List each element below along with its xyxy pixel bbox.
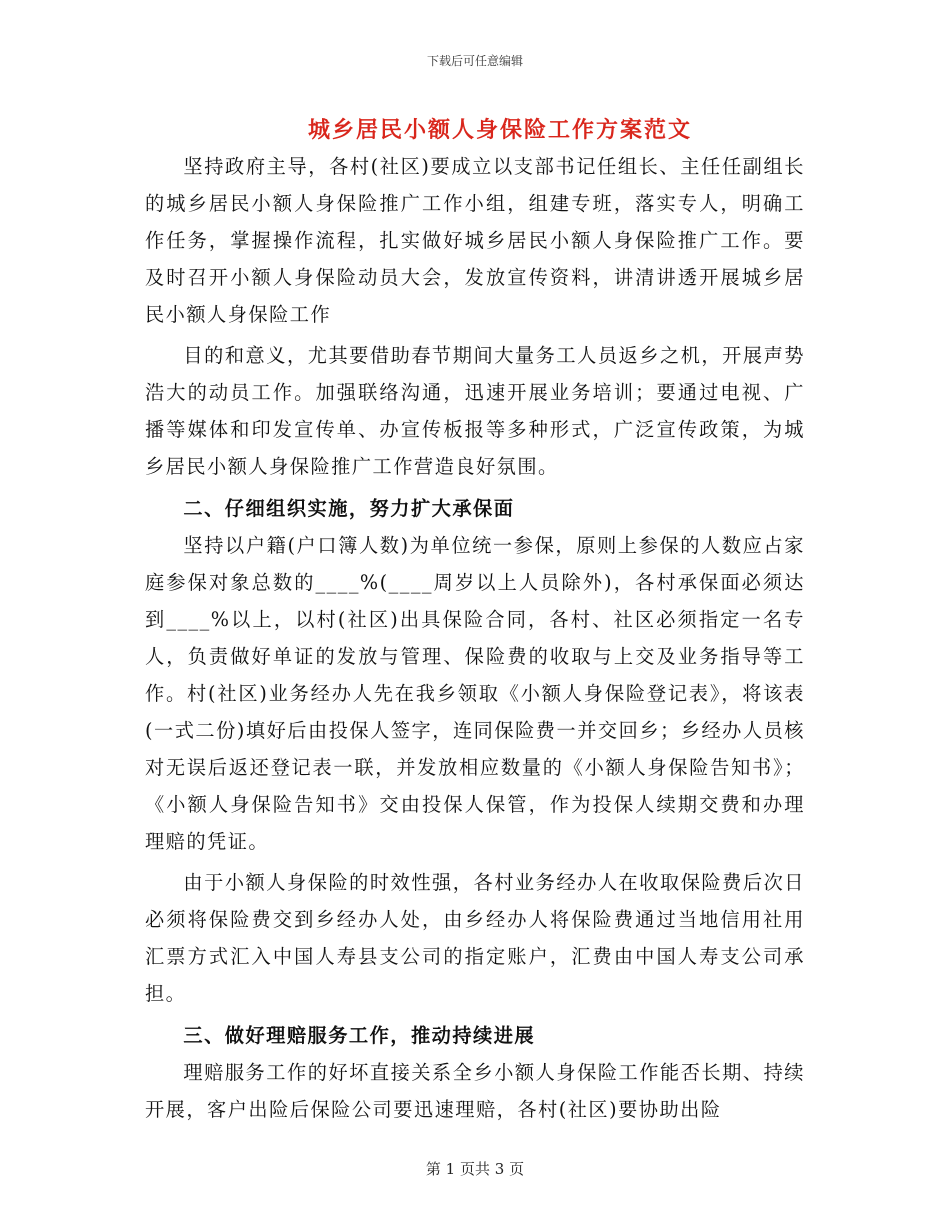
paragraph-5: 理赔服务工作的好坏直接关系全乡小额人身保险工作能否长期、持续开展，客户出险后保险公司要迅速理赔，各村(社区)要协助出险 xyxy=(145,1061,805,1121)
section-heading-2: 二、仔细组织实施，努力扩大承保面 xyxy=(183,497,515,520)
page-number: 第 1 页共 3 页 xyxy=(425,1160,525,1178)
document-title: 城乡居民小额人身保险工作方案范文 xyxy=(307,117,692,143)
paragraph-2: 目的和意义，尤其要借助春节期间大量务工人员返乡之机，开展声势浩大的动员工作。加强联络沟通，迅速开展业务培训；要通过电视、广播等媒体和印发宣传单、办宣传板报等多种形式，广泛宣传政策，为城乡居民小额人身保险推广工作营造良好氛围。 xyxy=(145,344,805,478)
paragraph-1: 坚持政府主导，各村(社区)要成立以支部书记任组长、主任任副组长的城乡居民小额人身保险推广工作小组，组建专班，落实专人，明确工作任务，掌握操作流程，扎实做好城乡居民小额人身保险推广工作。要及时召开小额人身保险动员大会，发放宣传资料，讲清讲透开展城乡居民小额人身保险工作 xyxy=(145,155,805,326)
header-note: 下载后可任意编辑 xyxy=(426,54,523,68)
paragraph-3: 坚持以户籍(户口簿人数)为单位统一参保，原则上参保的人数应占家庭参保对象总数的____%(____周岁以上人员除外)，各村承保面必须达到____%以上，以村(社区)出具保险合同，各村、社区必须指定一名专人，负责做好单证的发放与管理、保险费的收取与上交及业务指导等工作。村(社区)业务经办人先在我乡领取《小额人身保险登记表》，将该表(一式二份)填好后由投保人签字，连同保险费一并交回乡；乡经办人员核对无误后返还登记表一联，并发放相应数量的《小额人身保险告知书》；《小额人身保险告知书》交由投保人保管，作为投保人续期交费和办理理赔的凭证。 xyxy=(145,534,805,853)
paragraph-4: 由于小额人身保险的时效性强，各村业务经办人在收取保险费后次日必须将保险费交到乡经办人处，由乡经办人将保险费通过当地信用社用汇票方式汇入中国人寿县支公司的指定账户，汇费由中国人寿支公司承担。 xyxy=(145,871,805,1005)
document-body xyxy=(145,148,805,1128)
section-heading-3: 三、做好理赔服务工作，推动持续进展 xyxy=(183,1024,536,1047)
